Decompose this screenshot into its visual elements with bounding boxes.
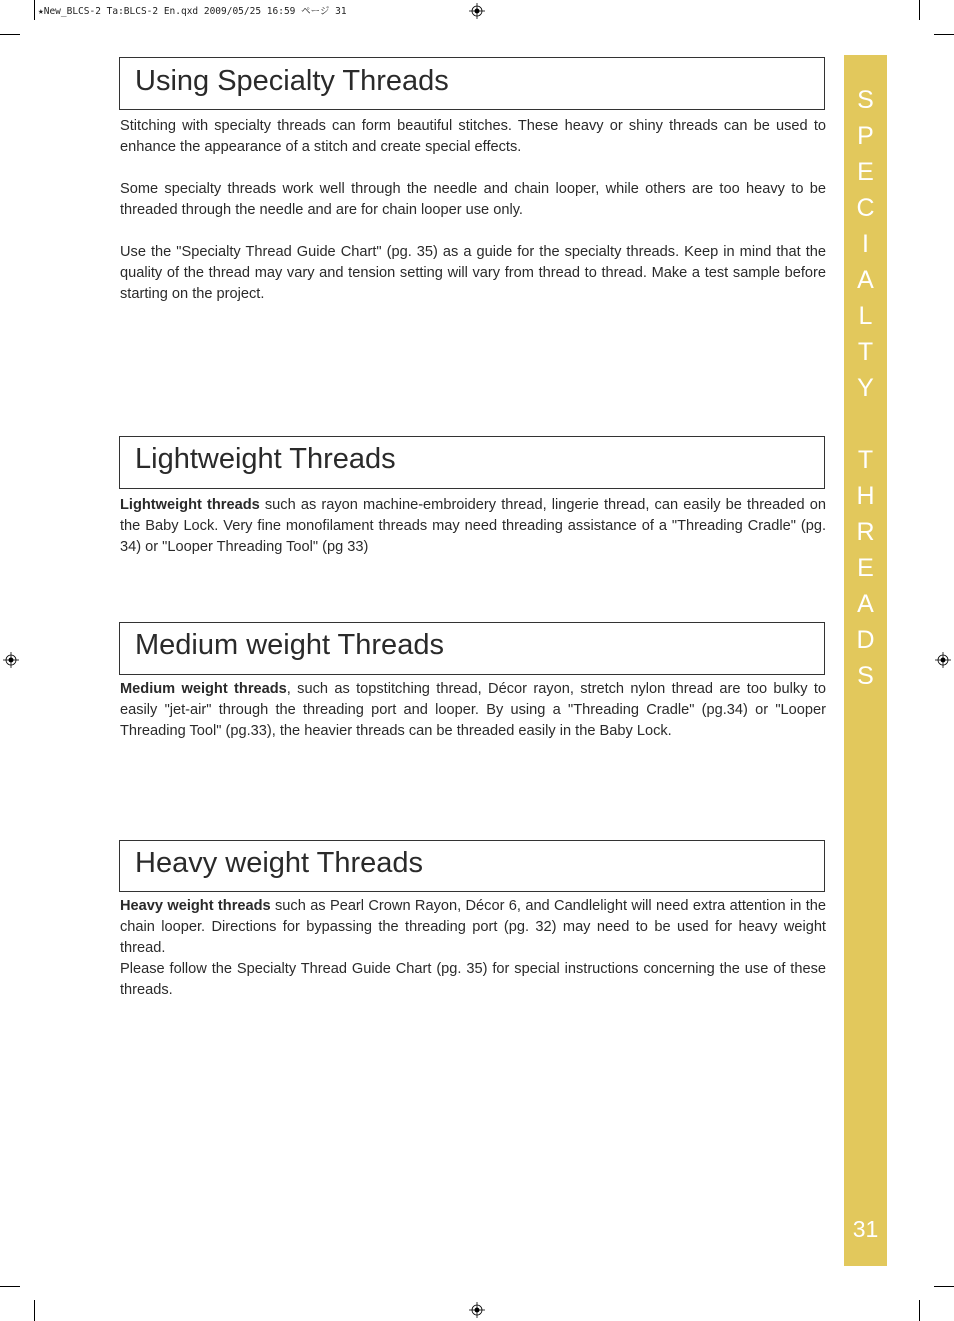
paragraph-lead: Heavy weight threads bbox=[120, 898, 271, 914]
chapter-tab-letter: A bbox=[857, 590, 874, 618]
paragraph: Please follow the Specialty Thread Guide Chart (pg. 35) for special instructions concerning the use of these threads. bbox=[120, 961, 826, 998]
registration-mark-icon bbox=[469, 3, 485, 19]
section-title: Lightweight Threads bbox=[135, 443, 396, 475]
chapter-tab-letter: E bbox=[857, 158, 874, 186]
print-slug: ★New_BLCS-2 Ta:BLCS-2 En.qxd 2009/05/25 16:59 ページ 31 bbox=[38, 6, 347, 17]
chapter-tab-letter: P bbox=[857, 122, 874, 150]
section-header-specialty bbox=[119, 57, 825, 110]
paragraph-text: such as Pearl Crown Rayon, Décor 6, and Candlelight will need extra attention in the chain looper. Directions for bypassing the threading port (pg. 32) may need to be used for heavy weight thread. bbox=[120, 898, 826, 956]
section-header-lightweight bbox=[119, 436, 825, 489]
paragraph-lead: Medium weight threads bbox=[120, 681, 287, 697]
chapter-tab-letter: R bbox=[856, 518, 875, 546]
section-title: Using Specialty Threads bbox=[135, 65, 449, 97]
paragraph bbox=[120, 495, 826, 558]
chapter-tab-letter: D bbox=[856, 626, 875, 654]
paragraph: Some specialty threads work well through the needle and chain looper, while others are too heavy to be threaded through the needle and are for chain looper use only. bbox=[120, 181, 826, 218]
chapter-tab-letter: I bbox=[862, 230, 869, 258]
page-number: 31 bbox=[852, 1216, 879, 1242]
section-title: Medium weight Threads bbox=[135, 629, 444, 661]
paragraph: Use the "Specialty Thread Guide Chart" (pg. 35) as a guide for the specialty threads. Keep in mind that the quality of the thread may vary and tension setting will vary from thread to thread. Make a test sample before starting on the project. bbox=[120, 244, 826, 302]
registration-mark-icon bbox=[3, 652, 19, 668]
chapter-tab-letter: A bbox=[857, 266, 874, 294]
chapter-tab-letter: Y bbox=[857, 374, 874, 402]
paragraph-text: such as rayon machine-embroidery thread, lingerie thread, can easily be threaded on the Baby Lock. Very fine monofilament threads may need threading assistance of a "Threading Cradle" (pg. 34) or "Looper Threading Tool" (pg 33) bbox=[120, 497, 827, 555]
chapter-tab-letter: L bbox=[858, 302, 873, 330]
section-body-lightweight bbox=[120, 495, 826, 558]
section-header-medium bbox=[119, 622, 825, 675]
registration-mark-icon bbox=[935, 652, 951, 668]
chapter-tab-letter: S bbox=[857, 662, 874, 690]
chapter-tab-letter: T bbox=[857, 338, 874, 366]
section-body-medium bbox=[120, 679, 826, 742]
section-body-heavy bbox=[120, 896, 826, 1001]
chapter-tab-letter: E bbox=[857, 554, 874, 582]
paragraph bbox=[120, 896, 826, 959]
paragraph bbox=[120, 679, 826, 742]
chapter-tab-letter: S bbox=[857, 86, 874, 114]
registration-mark-icon bbox=[469, 1302, 485, 1318]
chapter-tab-letter: T bbox=[857, 446, 874, 474]
section-body-specialty bbox=[120, 116, 826, 305]
section-header-heavy bbox=[119, 840, 825, 892]
chapter-tab-letter: C bbox=[856, 194, 875, 222]
paragraph-lead: Lightweight threads bbox=[120, 497, 260, 513]
chapter-tab-letter: H bbox=[856, 482, 875, 510]
paragraph-text: , such as topstitching thread, Décor rayon, stretch nylon thread are too bulky to easily "jet-air" through the threading port and looper. By using a "Threading Cradle" (pg.34) or "Looper Threading Tool" (pg.33), the heavier threads can be threaded easily in the Baby Lock. bbox=[120, 681, 827, 739]
chapter-tab bbox=[844, 55, 887, 1266]
paragraph: Stitching with specialty threads can form beautiful stitches. These heavy or shiny threads can be used to enhance the appearance of a stitch and create special effects. bbox=[120, 118, 826, 155]
section-title: Heavy weight Threads bbox=[135, 847, 424, 879]
